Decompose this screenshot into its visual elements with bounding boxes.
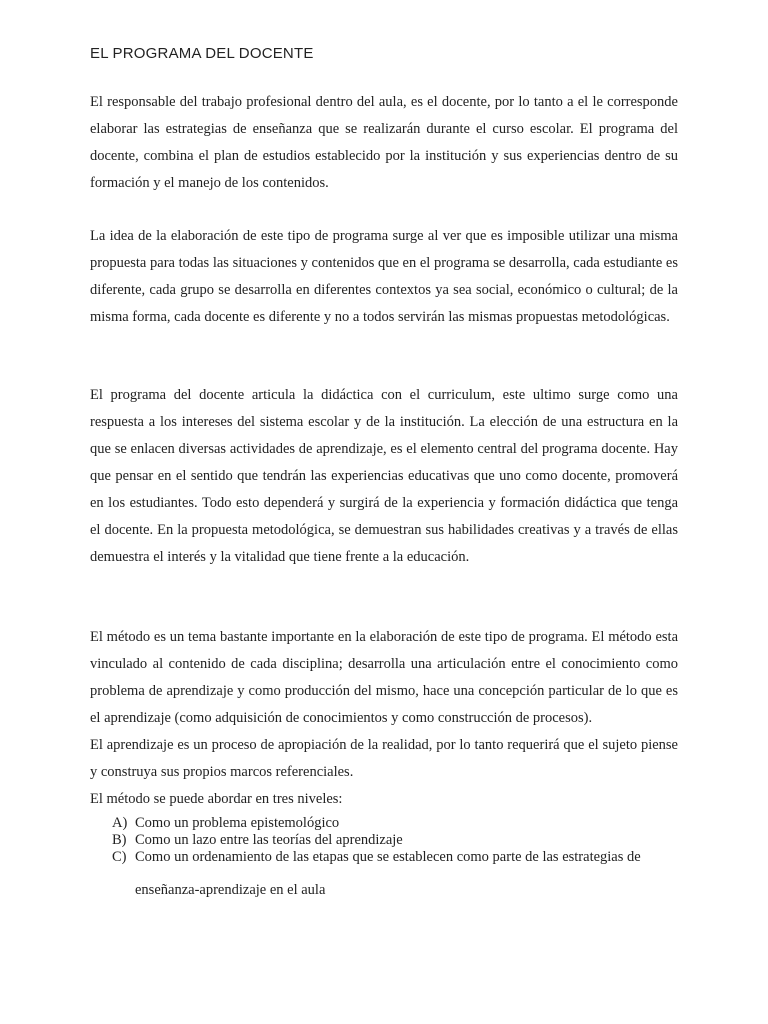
- levels-intro: El método se puede abordar en tres niveles:: [90, 791, 343, 807]
- method-paragraph: El método es un tema bastante importante en la elaboración de este tipo de programa. El método esta vinculado al contenido de cada disciplina; desarrolla una articulación entre el conocimiento como problema de aprendizaje y como producción del mismo, hace una concepción particular de lo que es el aprendizaje (como adquisición de conocimientos y como construcción de procesos).: [90, 629, 678, 726]
- paragraph-4: [90, 624, 678, 813]
- paragraph-3: [90, 382, 678, 571]
- list-item-text: Como un lazo entre las teorías del aprendizaje: [135, 832, 403, 848]
- list-marker: B): [112, 832, 127, 848]
- list-item: [112, 849, 678, 899]
- list-item-text: Como un problema epistemológico: [135, 815, 340, 831]
- paragraph-1: [90, 89, 678, 197]
- list-item: [112, 832, 678, 849]
- learning-paragraph: El aprendizaje es un proceso de apropiación de la realidad, por lo tanto requerirá que el sujeto piense y construya sus propios marcos referenciales.: [90, 737, 678, 780]
- paragraph-text: El programa del docente articula la didáctica con el curriculum, este ultimo surge como una respuesta a los intereses del sistema escolar y de la institución. La elección de una estructura en la que se enlacen diversas actividades de aprendizaje, es el elemento central del programa docente. Hay que pensar en el sentido que tendrán las experiencias educativas que uno como docente, promoverá en los estudiantes. Todo esto dependerá y surgirá de la experiencia y formación didáctica que tenga el docente. En la propuesta metodológica, se demuestran sus habilidades creativas y a través de ellas demuestra el interés y la vitalidad que tiene frente a la educación.: [90, 387, 678, 565]
- list-marker: C): [112, 849, 127, 865]
- paragraph-2: [90, 223, 678, 331]
- levels-list: [112, 815, 678, 899]
- list-marker: A): [112, 815, 128, 831]
- paragraph-text: La idea de la elaboración de este tipo de programa surge al ver que es imposible utilizar una misma propuesta para todas las situaciones y contenidos que en el programa se desarrolla, cada estudiante es diferente, cada grupo se desarrolla en diferentes contextos ya sea social, económico o cultural; de la misma forma, cada docente es diferente y no a todos servirán las mismas propuestas metodológicas.: [90, 228, 678, 325]
- list-item-continuation: enseñanza-aprendizaje en el aula: [135, 882, 326, 898]
- paragraph-text: El responsable del trabajo profesional dentro del aula, es el docente, por lo tanto a el le corresponde elaborar las estrategias de enseñanza que se realizarán durante el curso escolar. El programa del docente, combina el plan de estudios establecido por la institución y sus experiencias dentro de su formación y el manejo de los contenidos.: [90, 94, 678, 191]
- list-item-text: Como un ordenamiento de las etapas que se establecen como parte de las estrategias de: [135, 849, 641, 865]
- document-title: EL PROGRAMA DEL DOCENTE: [90, 45, 314, 62]
- list-item: [112, 815, 678, 832]
